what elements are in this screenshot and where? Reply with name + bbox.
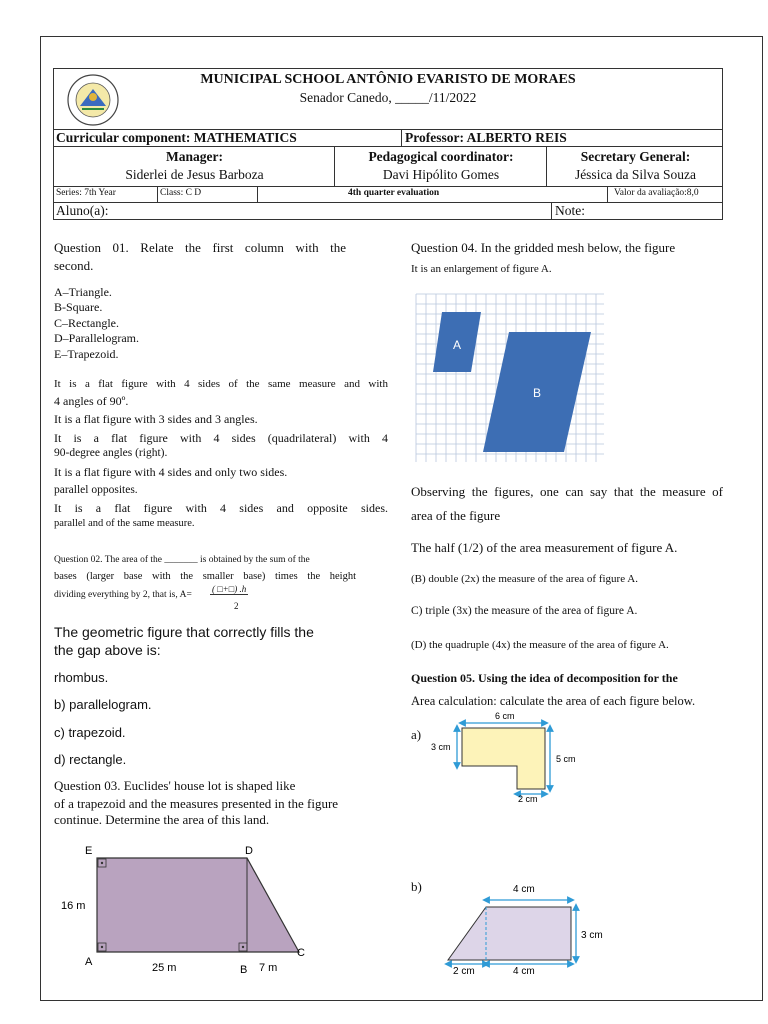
- note-field[interactable]: Note:: [555, 203, 585, 218]
- trap-b-bottom-left-label: 2 cm: [453, 966, 475, 977]
- q4-option-c: C) triple (3x) the measure of the area of figure A.: [411, 605, 638, 617]
- q1-statement-5a: It is a flat figure with 4 sides and opposite sides.: [54, 501, 388, 515]
- formula-numerator: ( □+□) .h: [212, 584, 247, 594]
- coordinator-label: Pedagogical coordinator:: [368, 149, 514, 164]
- q1-option-b: B-Square.: [54, 300, 103, 314]
- class: Class: C D: [160, 188, 202, 198]
- student-row: [53, 203, 723, 220]
- secretary-label: Secretary General:: [580, 149, 691, 164]
- q1-title-a: Question 01. Relate the first column with the: [54, 240, 346, 255]
- q4-line-2: It is an enlargement of figure A.: [411, 263, 552, 275]
- q1-statement-1a: It is a flat figure with 4 sides of the same measure and with: [54, 378, 388, 390]
- q1-statement-4b: parallel opposites.: [54, 484, 138, 496]
- manager-label: Manager:: [166, 149, 223, 164]
- school-name: MUNICIPAL SCHOOL ANTÔNIO EVARISTO DE MORAES: [200, 72, 576, 87]
- q2-answer-c: c) trapezoid.: [54, 725, 126, 740]
- q1-statement-3b: 90-degree angles (right).: [54, 447, 168, 459]
- q4-option-d: (D) the quadruple (4x) the measure of the area of figure A.: [411, 639, 669, 651]
- q2-answer-d: d) rectangle.: [54, 752, 127, 767]
- trapezoid-lot-figure: [54, 838, 324, 978]
- q2-answer-a: rhombus.: [54, 670, 109, 685]
- q1-statement-2: It is a flat figure with 3 sides and 3 angles.: [54, 412, 258, 426]
- formula-denominator: 2: [234, 601, 239, 611]
- professor: Professor: ALBERTO REIS: [405, 130, 567, 145]
- evaluation-value: Valor da avaliação:8,0: [614, 188, 699, 198]
- vertex-c: C: [297, 947, 305, 959]
- q2-answer-b: b) parallelogram.: [54, 697, 152, 712]
- school-header: [53, 68, 723, 130]
- trap-b-top-label: 4 cm: [513, 884, 535, 895]
- q5-title: Question 05. Using the idea of decomposition for the: [411, 671, 678, 685]
- vertex-d: D: [245, 845, 253, 857]
- height-label: 16 m: [61, 900, 86, 912]
- q1-statement-5b: parallel and of the same measure.: [54, 518, 195, 529]
- gridded-mesh-figure: [414, 292, 610, 464]
- curricular-component: Curricular component: MATHEMATICS: [56, 130, 297, 145]
- q3-line-2: of a trapezoid and the measures presented in the figure: [54, 796, 339, 811]
- l-left-label: 3 cm: [431, 742, 451, 752]
- q2-line-1: Question 02. The area of the _______ is obtained by the sum of the: [54, 555, 310, 565]
- figure-a-label: A: [453, 338, 462, 352]
- q2-prompt-2: the gap above is:: [54, 642, 161, 658]
- base1-label: 25 m: [152, 962, 177, 974]
- trapezoid-b-figure: [440, 878, 620, 983]
- staff-row: [53, 147, 723, 187]
- q2-line-3: dividing everything by 2, that is, A=: [54, 590, 192, 600]
- q1-option-e: E–Trapezoid.: [54, 347, 119, 361]
- vertex-b: B: [240, 964, 248, 976]
- q1-title-b: second.: [54, 258, 94, 273]
- q5-a-label: a): [411, 727, 422, 742]
- q4-option-b: (B) double (2x) the measure of the area of figure A.: [411, 573, 638, 585]
- component-row: [53, 130, 723, 147]
- q5-b-label: b): [411, 879, 422, 894]
- trap-b-right-label: 3 cm: [581, 930, 603, 941]
- q4-observe-2: area of the figure: [411, 508, 501, 523]
- figure-b-label: B: [533, 386, 542, 400]
- q3-line-1: Question 03. Euclides' house lot is shaped like: [54, 778, 296, 793]
- q1-option-a: A–Triangle.: [54, 285, 112, 299]
- q1-statement-1b: 4 angles of 90º.: [54, 394, 129, 408]
- q2-prompt-1: The geometric figure that correctly fills the: [54, 624, 314, 640]
- q2-line-2: bases (larger base with the smaller base) times the height: [54, 571, 356, 582]
- q1-option-c: C–Rectangle.: [54, 316, 119, 330]
- q5-subtitle: Area calculation: calculate the area of each figure below.: [411, 694, 696, 708]
- q3-line-3: continue. Determine the area of this land.: [54, 812, 270, 827]
- student-field[interactable]: Aluno(a):: [56, 203, 109, 218]
- l-right-label: 5 cm: [556, 754, 576, 764]
- l-shape-figure: [425, 707, 585, 807]
- date-line: Senador Canedo, _____/11/2022: [299, 90, 477, 105]
- secretary-name: Jéssica da Silva Souza: [574, 167, 697, 182]
- vertex-a: A: [85, 956, 93, 968]
- q1-option-d: D–Parallelogram.: [54, 331, 139, 345]
- manager-name: Siderlei de Jesus Barboza: [125, 167, 264, 182]
- l-top-label: 6 cm: [495, 711, 515, 721]
- q1-statement-4a: It is a flat figure with 4 sides and only two sides.: [54, 465, 288, 479]
- series: Series: 7th Year: [56, 188, 116, 198]
- q4-observe-1: Observing the figures, one can say that the measure of: [411, 484, 723, 499]
- l-bottom-label: 2 cm: [518, 794, 538, 804]
- q4-line-1: Question 04. In the gridded mesh below, the figure: [411, 240, 676, 255]
- evaluation: 4th quarter evaluation: [348, 188, 440, 198]
- q4-option-a: The half (1/2) of the area measurement of figure A.: [411, 540, 678, 555]
- coordinator-name: Davi Hipólito Gomes: [382, 167, 500, 182]
- class-row: [53, 187, 723, 203]
- q1-statement-3a: It is a flat figure with 4 sides (quadrilateral) with 4: [54, 431, 388, 445]
- base2-label: 7 m: [259, 962, 278, 974]
- trap-b-bottom-right-label: 4 cm: [513, 966, 535, 977]
- vertex-e: E: [85, 845, 93, 857]
